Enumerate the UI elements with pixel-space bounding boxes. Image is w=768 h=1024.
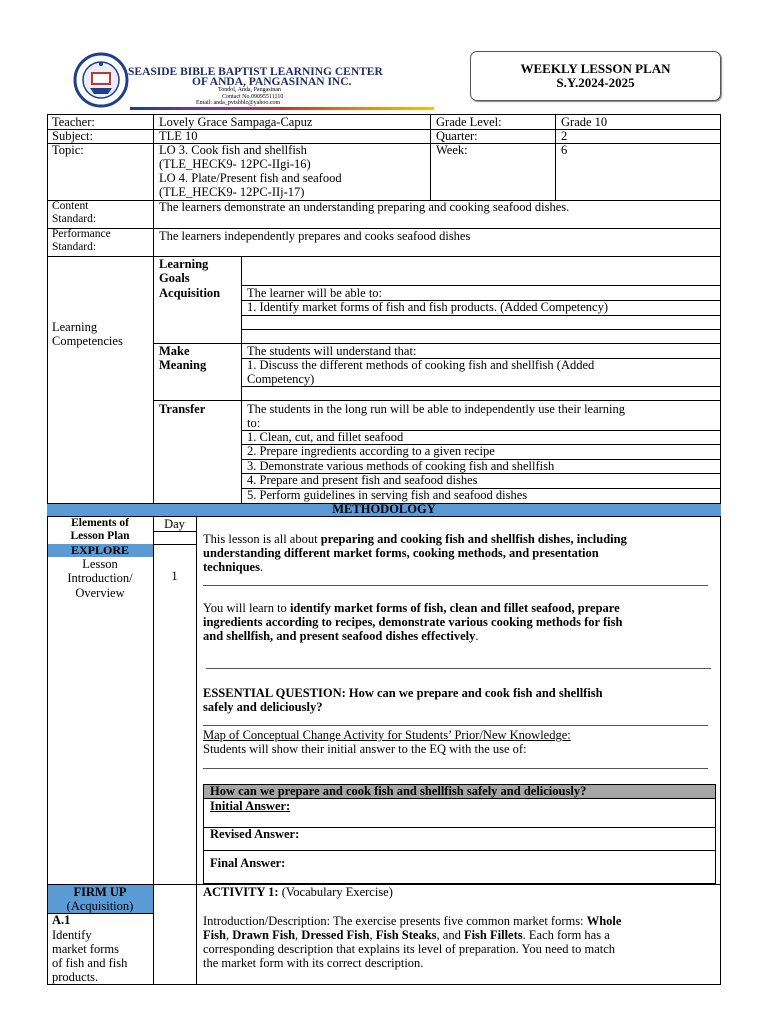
map-activity-title: Map of Conceptual Change Activity for Students’ Prior/New Knowledge: [203, 728, 571, 742]
teacher-label: Teacher: [52, 115, 95, 129]
lesson-intro-label: Introduction/ [67, 571, 133, 585]
performance-standard-text: The learners independently prepares and cooks seafood dishes [159, 229, 471, 243]
performance-standard-label: Standard: [52, 241, 97, 253]
firm-up-label: FIRM UP [73, 885, 127, 899]
activity-1-intro: the market form with its correct description. [203, 956, 424, 970]
school-year: S.Y.2024-2025 [556, 75, 635, 90]
quarter-label: Quarter: [436, 129, 478, 143]
methodology-title: METHODOLOGY [332, 502, 436, 516]
subject-label: Subject: [52, 129, 93, 143]
overview-paragraph-1: This lesson is all about preparing and cooking fish and shellfish dishes, including [203, 532, 627, 546]
overview-paragraph-2: ingredients according to recipes, demonstrate various cooking methods for fish [203, 615, 623, 629]
topic-line: (TLE_HECK9- 12PC-IIgi-16) [159, 157, 311, 171]
activity-1-intro: Fish, Drawn Fish, Dressed Fish, Fish Steaks, and Fish Fillets. Each form has a [203, 928, 610, 942]
learning-goals-label: Goals [159, 271, 190, 285]
make-meaning-label: Make [159, 344, 190, 358]
a1-description: of fish and fish [52, 956, 128, 970]
overview-paragraph-1: understanding different market forms, cooking methods, and presentation [203, 546, 599, 560]
make-meaning-line: 1. Discuss the different methods of cooking fish and shellfish (Added [247, 358, 595, 372]
plan-title: WEEKLY LESSON PLAN [520, 61, 671, 76]
initial-answer-label: Initial Answer: [210, 799, 291, 813]
elements-label: Elements of [71, 517, 129, 529]
activity-1-intro: corresponding description that explains its level of preparation. You need to match [203, 942, 616, 956]
subject-value: TLE 10 [159, 129, 198, 143]
learning-goals-label: Learning [159, 257, 209, 271]
school-name-line2: OF ANDA, PANGASINAN INC. [192, 76, 352, 88]
school-logo [72, 52, 130, 108]
elements-label: Lesson Plan [70, 530, 130, 542]
make-meaning-label: Meaning [159, 358, 207, 372]
make-meaning-line: Competency) [247, 372, 315, 386]
explore-label: EXPLORE [70, 543, 129, 557]
school-email: Email: anda_pvtsbblc@yahoo.com [196, 100, 281, 106]
learning-competencies-label: Competencies [52, 334, 123, 348]
day-value: 1 [171, 569, 178, 583]
school-address: Tondol, Anda, Pangasinan [218, 87, 281, 93]
grade-value: Grade 10 [561, 115, 608, 129]
a1-label: A.1 [52, 913, 71, 927]
make-meaning-line: The students will understand that: [247, 344, 417, 358]
content-standard-label: Standard: [52, 213, 97, 225]
day-header: Day [164, 517, 185, 531]
week-label: Week: [436, 143, 468, 157]
transfer-line: 5. Perform guidelines in serving fish and seafood dishes [247, 488, 528, 502]
performance-standard-label: Performance [52, 228, 111, 240]
content-standard-label: Content [52, 200, 89, 212]
final-answer-label: Final Answer: [210, 856, 286, 870]
a1-description: market forms [52, 942, 119, 956]
essential-question: safely and deliciously? [203, 700, 323, 714]
school-contact: Contact No.09095511110 [222, 94, 284, 100]
acquisition-paren: (Acquisition) [66, 899, 134, 913]
transfer-line: The students in the long run will be able to independently use their learning [247, 402, 626, 416]
overview-paragraph-2: You will learn to identify market forms of fish, clean and fillet seafood, prepare [203, 601, 620, 615]
overview-paragraph-2: and shellfish, and present seafood dishes effectively. [203, 629, 479, 643]
school-name-line1: SEASIDE BIBLE BAPTIST LEARNING CENTER [128, 66, 383, 78]
week-value: 6 [561, 143, 568, 157]
revised-answer-label: Revised Answer: [210, 827, 300, 841]
acquisition-line: 1. Identify market forms of fish and fish products. (Added Competency) [247, 300, 609, 314]
activity-1-intro: Introduction/Description: The exercise presents five common market forms: Whole [203, 914, 622, 928]
answer-box-question: How can we prepare and cook fish and shellfish safely and deliciously? [210, 784, 587, 798]
a1-description: products. [52, 970, 99, 984]
transfer-line: to: [247, 416, 261, 430]
topic-line: LO 3. Cook fish and shellfish [159, 143, 307, 157]
transfer-line: 4. Prepare and present fish and seafood dishes [247, 473, 478, 487]
topic-line: (TLE_HECK9- 12PC-IIj-17) [159, 185, 305, 199]
a1-description: Identify [52, 928, 92, 942]
content-standard-text: The learners demonstrate an understanding preparing and cooking seafood dishes. [159, 200, 570, 214]
essential-question: ESSENTIAL QUESTION: How can we prepare and cook fish and shellfish [203, 686, 603, 700]
activity-1-title: ACTIVITY 1: (Vocabulary Exercise) [203, 885, 393, 899]
teacher-value: Lovely Grace Sampaga-Capuz [159, 115, 313, 129]
header-rule [130, 107, 434, 110]
transfer-line: 3. Demonstrate various methods of cooking fish and shellfish [247, 459, 555, 473]
topic-label: Topic: [52, 143, 84, 157]
transfer-line: 1. Clean, cut, and fillet seafood [247, 430, 404, 444]
acquisition-line: The learner will be able to: [247, 286, 383, 300]
lesson-intro-label: Lesson [82, 557, 118, 571]
map-activity-text: Students will show their initial answer to the EQ with the use of: [203, 742, 527, 756]
lesson-intro-label: Overview [75, 586, 125, 600]
grade-label: Grade Level: [436, 115, 502, 129]
quarter-value: 2 [561, 129, 568, 143]
transfer-label: Transfer [159, 402, 206, 416]
topic-line: LO 4. Plate/Present fish and seafood [159, 171, 342, 185]
transfer-line: 2. Prepare ingredients according to a given recipe [247, 444, 495, 458]
acquisition-label: Acquisition [159, 286, 221, 300]
learning-competencies-label: Learning [52, 320, 98, 334]
overview-paragraph-1: techniques. [203, 560, 264, 574]
